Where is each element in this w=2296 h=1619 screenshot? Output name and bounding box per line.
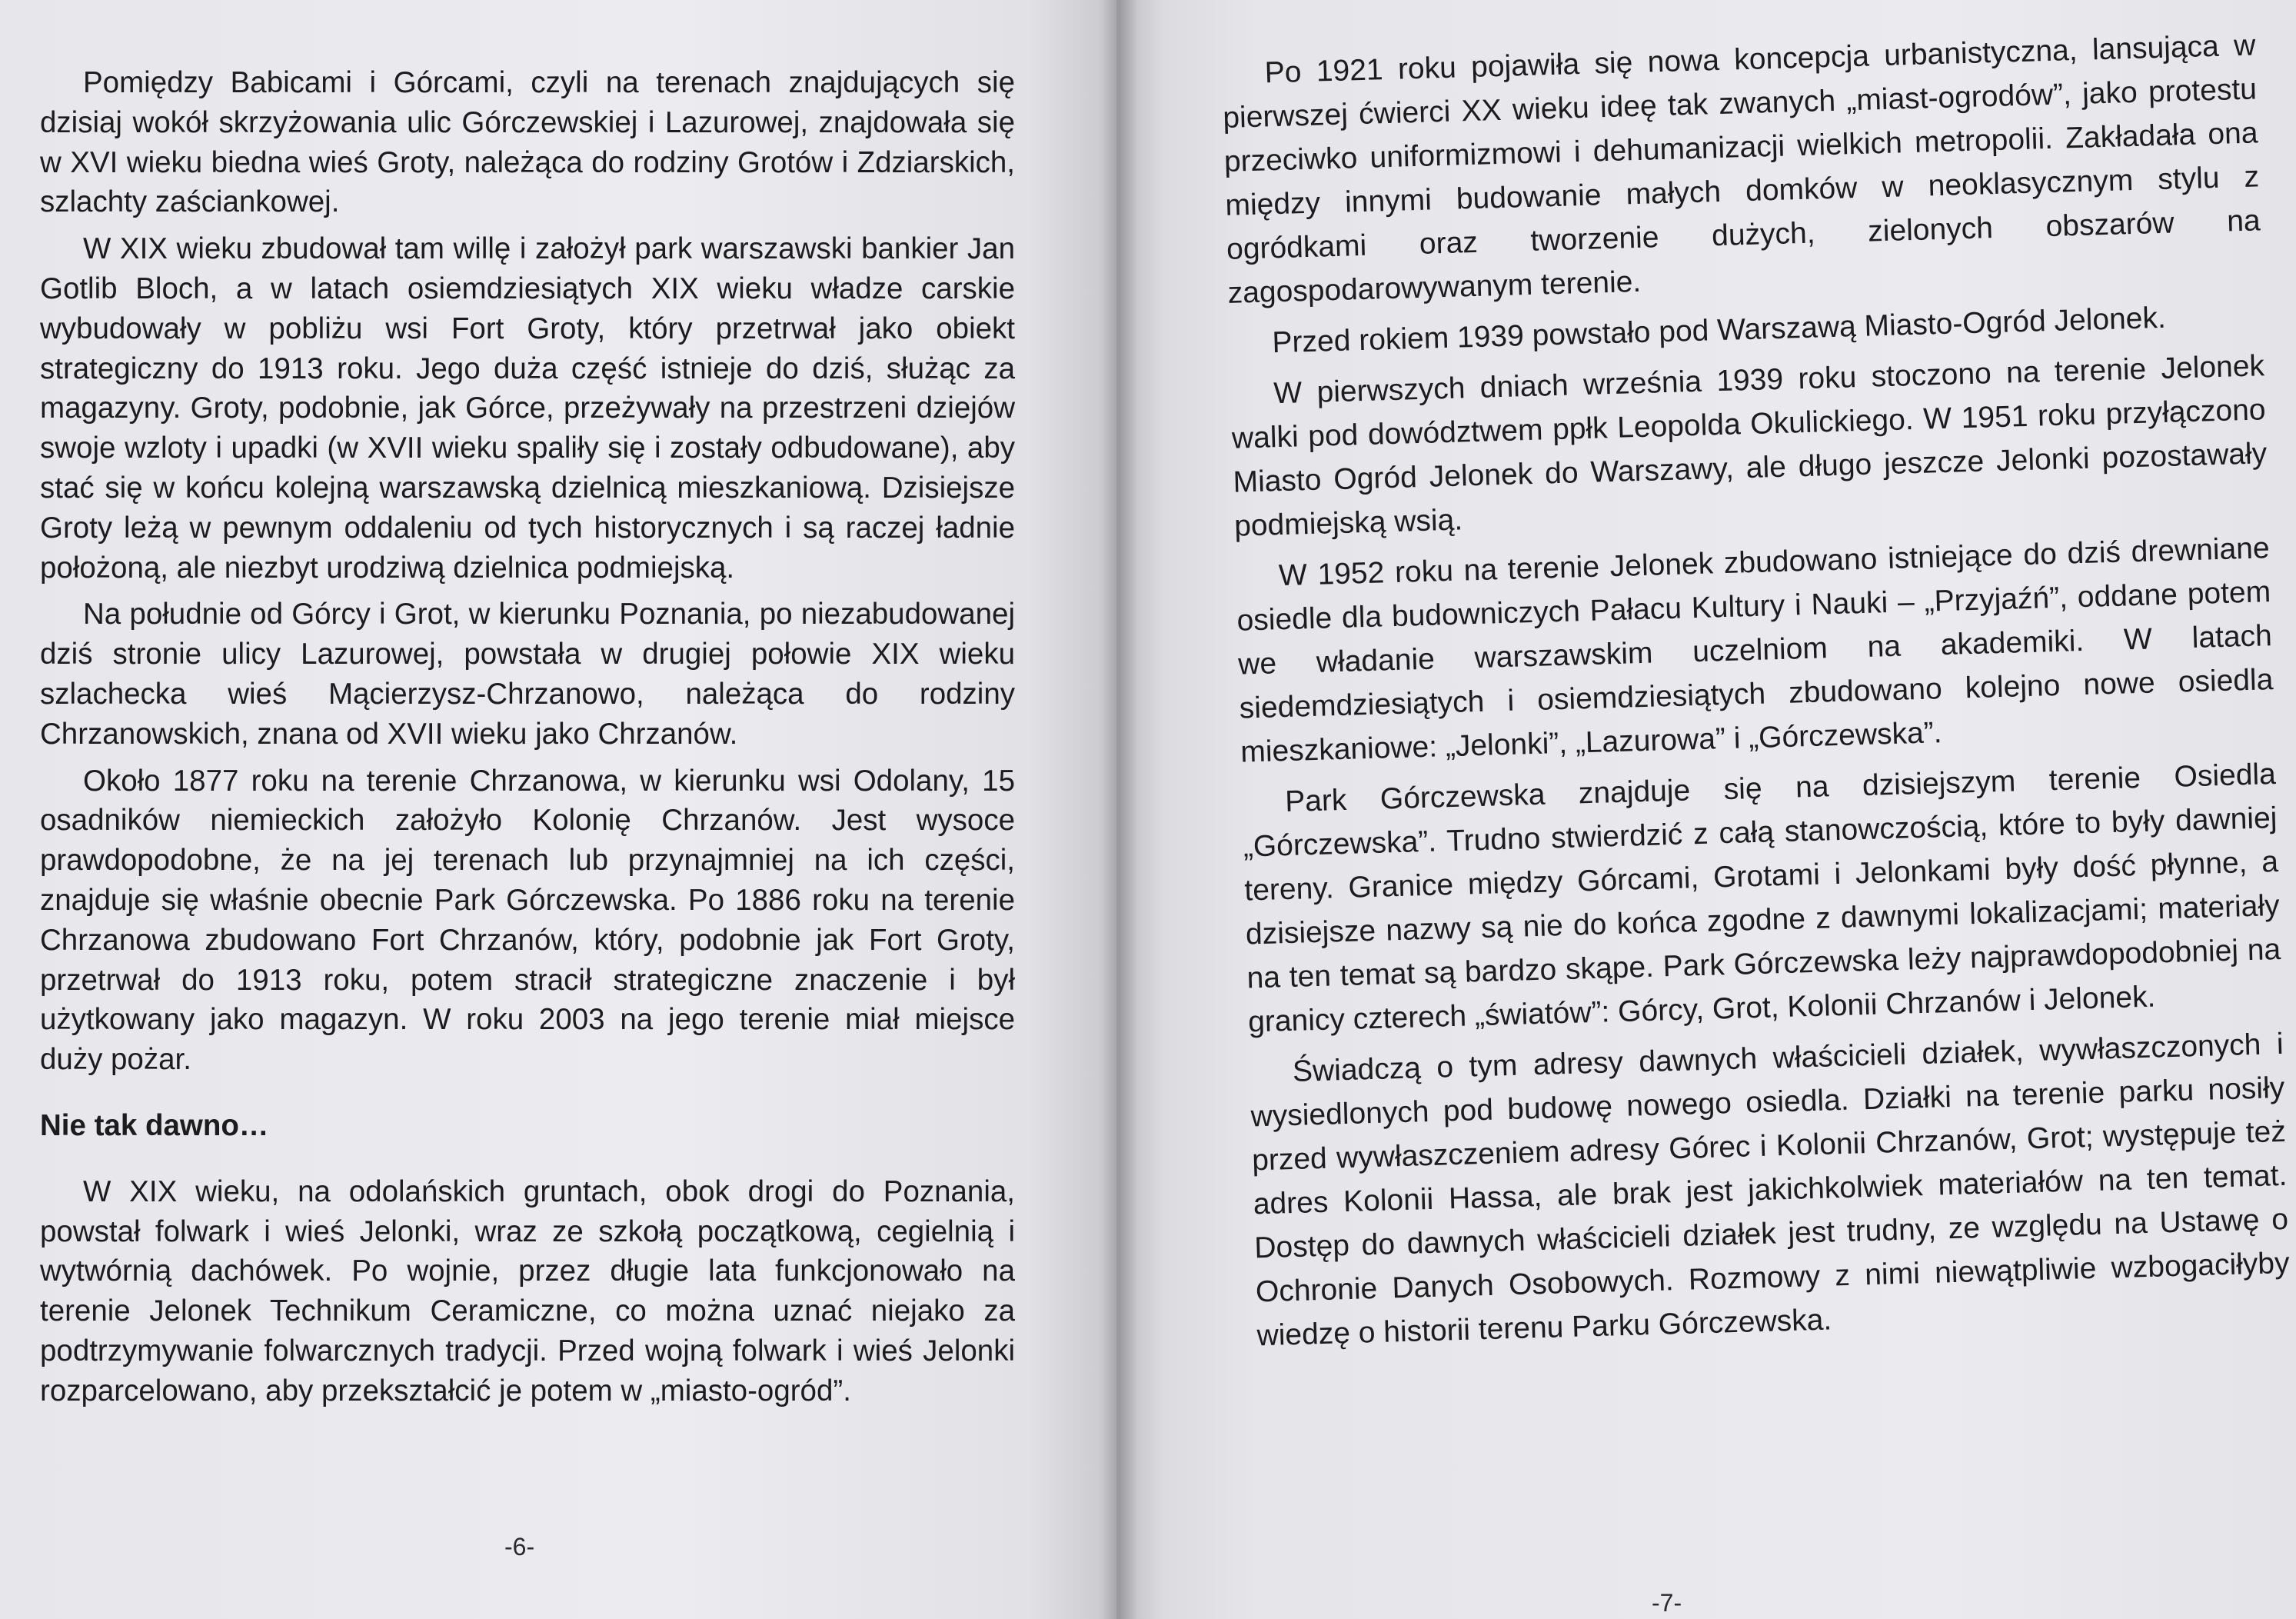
right-paragraph-2: Przed rokiem 1939 powstało pod Warszawą Miasto-Ogród Jelonek.: [1271, 301, 2167, 360]
right-paragraph-6: Świadczą o tym adresy dawnych właścicieli działek, wywłaszczonych i wysiedlonych pod budowę nowego osiedla. Działki na terenie parku nosiły przed wywłaszczeniem adresy Górec i Kolonii Chrzanów, Grot; występuje też adres Kolonii Hassa, ale brak jest jakichkolwiek materiałów na ten temat. Dostęp do dawnych właścicieli działek jest trudny, ze względu na Ustawę o Ochronie Danych Osobowych. Rozmowy z nimi niewątpliwie wzbogaciłyby wiedzę o historii terenu Parku Górczewska.: [1250, 1027, 2291, 1353]
left-page: [0, 0, 1116, 1619]
right-page-text: [1221, 23, 2291, 1364]
left-paragraph-1: Pomiędzy Babicami i Górcami, czyli na terenach znajdujących się dzisiaj wokół skrzyżowania ulic Górczewskiej i Lazurowej, znajdowała się w XVI wieku biedna wieś Groty, należąca do rodziny Grotów i Zdziarskich, szlachty zaściankowej.: [40, 66, 1015, 219]
right-paragraph-4: W 1952 roku na terenie Jelonek zbudowano istniejące do dziś drewniane osiedle dla budowniczych Pałacu Kultury i Nauki – „Przyjaźń”, oddane potem we władanie warszawskim uczelniom na akademiki. W latach siedemdziesiątych i osiemdziesiątych zbudowano kolejno nowe osiedla mieszkaniowe: „Jelonki”, „Lazurowa” i „Górczewska”.: [1236, 531, 2274, 769]
left-paragraph-5: W XIX wieku, na odolańskich gruntach, obok drogi do Poznania, powstał folwark i wieś Jelonki, wraz ze szkołą początkową, cegielnią i wytwórnią dachówek. Po wojnie, przez długie lata funkcjonowało na terenie Jelonek Technikum Ceramiczne, co można uznać niejako za podtrzymywanie folwarcznych tradycji. Przed wojną folwark i wieś Jelonki rozparcelowano, aby przekształcić je potem w „miasto-ogród”.: [40, 1174, 1015, 1407]
page-number-left: -6-: [504, 1533, 535, 1561]
section-heading: Nie tak dawno…: [40, 1108, 269, 1142]
page-number-right: -7-: [1652, 1589, 1682, 1617]
left-paragraph-3: Na południe od Górcy i Grot, w kierunku Poznania, po niezabudowanej dziś stronie ulicy Lazurowej, powstała w drugiej połowie XIX wieku szlachecka wieś Mącierzysz-Chrzanowo, należąca do rodziny Chrzanowskich, znana od XVII wieku jako Chrzanów.: [40, 598, 1015, 751]
left-page-text: [40, 63, 1015, 1418]
right-paragraph-5: Park Górczewska znajduje się na dzisiejszym terenie Osiedla „Górczewska”. Trudno stwierdzić z całą stanowczością, które to były dawniej tereny. Granice między Górcami, Grotami i Jelonkami były dość płynne, a dzisiejsze nazwy są nie do końca zgodne z dawnymi lokalizacjami; materiały na ten temat są bardzo skąpe. Park Górczewska leży najprawdopodobniej na granicy czterech „światów”: Górcy, Grot, Kolonii Chrzanów i Jelonek.: [1243, 758, 2281, 1039]
right-paragraph-1: Po 1921 roku pojawiła się nowa koncepcja urbanistyczna, lansująca w pierwszej ćwierci XX wieku ideę tak zwanych „miast-ogrodów”, jako protestu przeciwko uniformizmowi i dehumanizacji wielkich metropolii. Zakładała ona między innymi budowanie małych domków w neoklasycznym stylu z ogródkami oraz tworzenie dużych, zielonych obszarów na zagospodarowywanym terenie.: [1222, 28, 2261, 310]
left-paragraph-2: W XIX wieku zbudował tam willę i założył park warszawski bankier Jan Gotlib Bloch, a w latach osiemdziesiątych XIX wieku władze carskie wybudowały w pobliżu wsi Fort Groty, który przetrwał jako obiekt strategiczny do 1913 roku. Jego duża część istnieje do dziś, służąc za magazyny. Groty, podobnie, jak Górce, przeżywały na przestrzeni dziejów swoje wzloty i upadki (w XVII wieku spaliły się i zostały odbudowane), aby stać się w końcu kolejną warszawską dzielnicą mieszkaniową. Dzisiejsze Groty leżą w pewnym oddaleniu od tych historycznych i są raczej ładnie położoną, ale niezbyt urodziwą dzielnica podmiejską.: [40, 232, 1015, 585]
left-paragraph-4: Około 1877 roku na terenie Chrzanowa, w kierunku wsi Odolany, 15 osadników niemieckich założyło Kolonię Chrzanów. Jest wysoce prawdopodobne, że na jej terenach lub przynajmniej na ich części, znajduje się właśnie obecnie Park Górczewska. Po 1886 roku na terenie Chrzanowa zbudowano Fort Chrzanów, który, podobnie jak Fort Groty, przetrwał do 1913 roku, potem stracił strategiczne znaczenie i był użytkowany jako magazyn. W roku 2003 na jego terenie miał miejsce duży pożar.: [40, 764, 1015, 1077]
right-paragraph-3: W pierwszych dniach września 1939 roku stoczono na terenie Jelonek walki pod dowództwem ppłk Leopolda Okulickiego. W 1951 roku przyłączono Miasto Ogród Jelonek do Warszawy, ale długo jeszcze Jelonki pozostawały podmiejską wsią.: [1231, 349, 2268, 543]
book-gutter: [1100, 0, 1138, 1619]
